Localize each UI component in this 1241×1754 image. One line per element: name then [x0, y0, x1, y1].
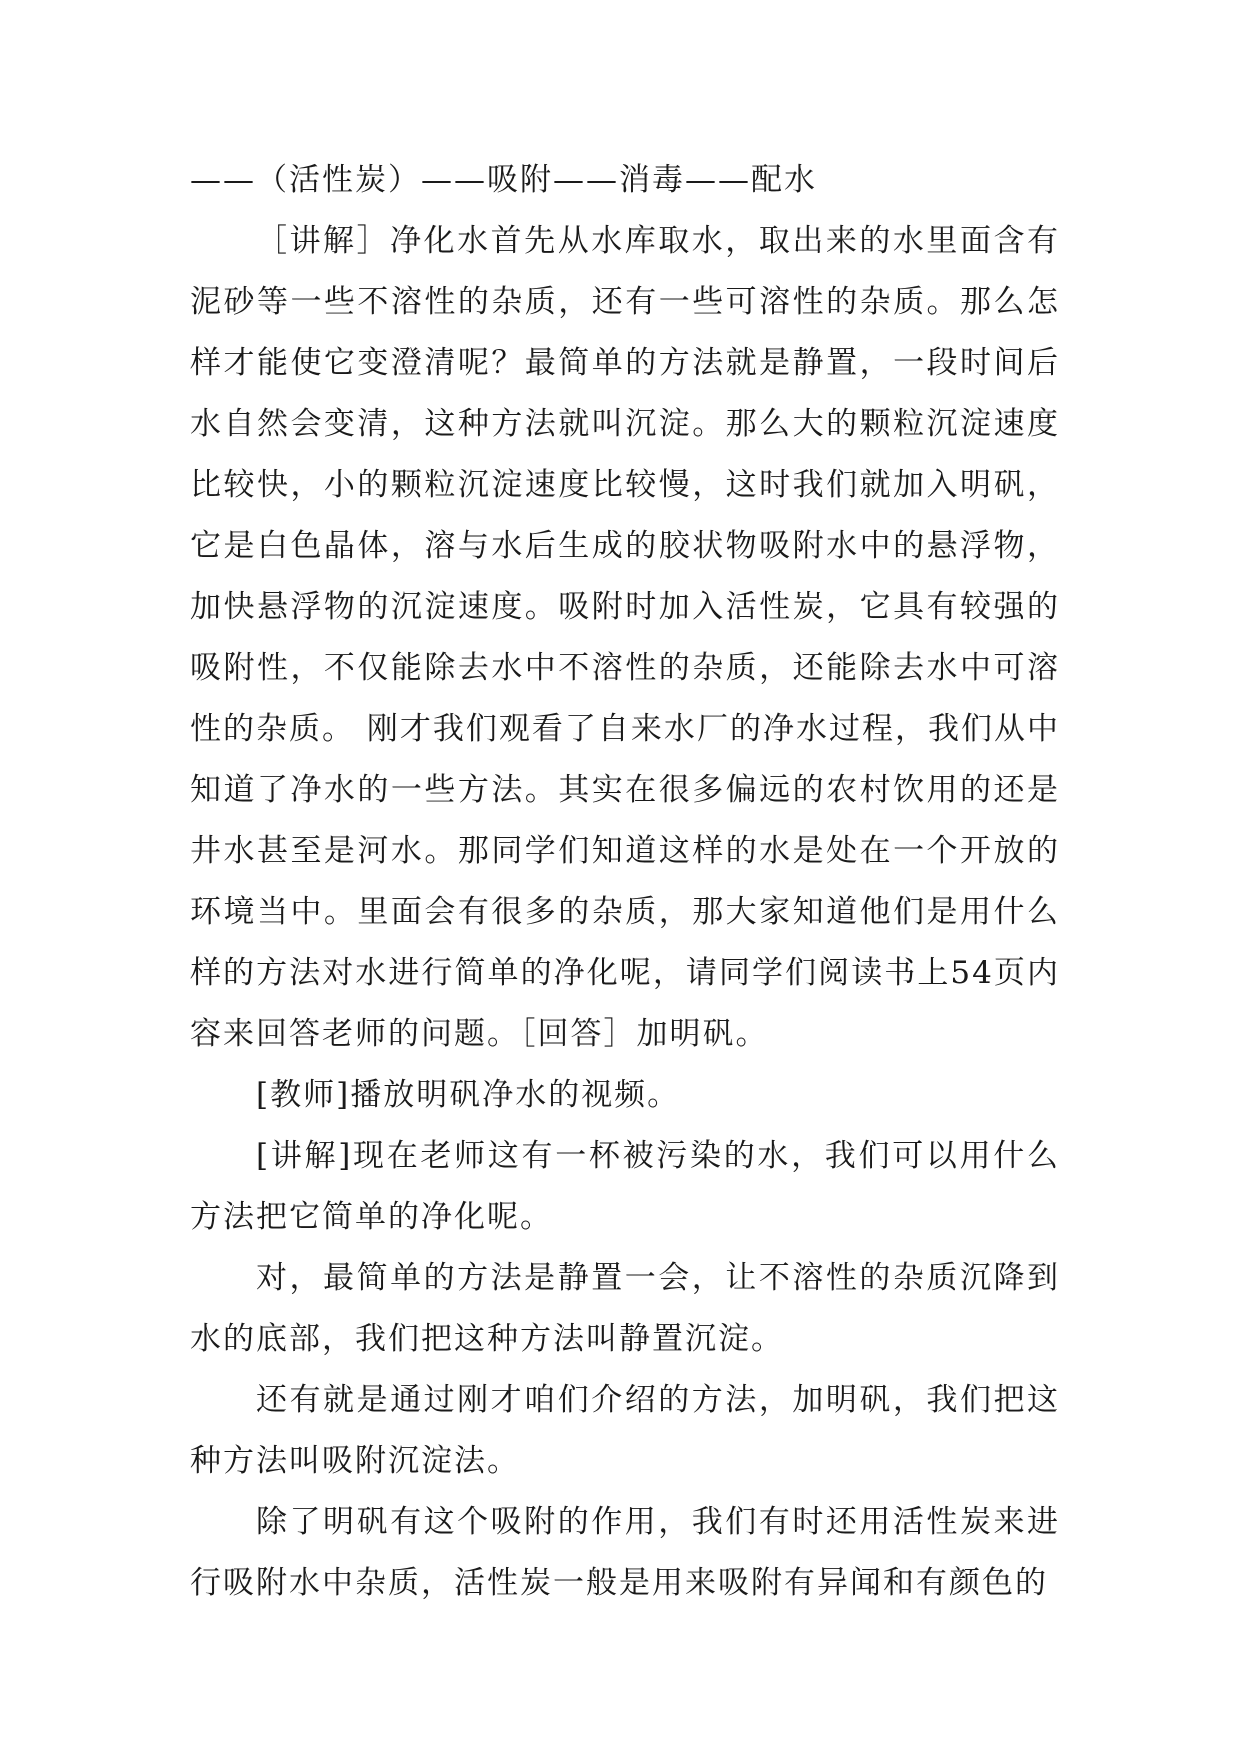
document-body [190, 150, 1060, 1614]
paragraph-teacher-video: [教师]播放明矾净水的视频。 [256, 1077, 681, 1113]
paragraph-explanation: ［讲解］净化水首先从水库取水，取出来的水里面含有泥砂等一些不溶性的杂质，还有一些可溶性的杂质。那么怎样才能使它变澄清呢？最简单的方法就是静置，一段时间后水自然会变清，这种方法就叫沉淀。那么大的颗粒沉淀速度比较快，小的颗粒沉淀速度比较慢，这时我们就加入明矾，它是白色晶体，溶与水后生成的胶状物吸附水中的悬浮物，加快悬浮物的沉淀速度。吸附时加入活性炭，它具有较强的吸附性，不仅能除去水中不溶性的杂质，还能除去水中可溶性的杂质。 刚才我们观看了自来水厂的净水过程，我们从中知道了净水的一些方法。其实在很多偏远的农村饮用的还是井水甚至是河水。那同学们知道这样的水是处在一个开放的环境当中。里面会有很多的杂质，那大家知道他们是用什么样的方法对水进行简单的净化呢，请同学们阅读书上54页内容来回答老师的问题。［回答］加明矾。 [190, 223, 1060, 1052]
paragraph-static-settling: 对，最简单的方法是静置一会，让不溶性的杂质沉降到水的底部，我们把这种方法叫静置沉淀。 [190, 1260, 1060, 1357]
paragraph-polluted-water: [讲解]现在老师这有一杯被污染的水，我们可以用什么方法把它简单的净化呢。 [190, 1138, 1060, 1235]
paragraph-adsorption-settling: 还有就是通过刚才咱们介绍的方法，加明矾，我们把这种方法叫吸附沉淀法。 [190, 1382, 1060, 1479]
paragraph-activated-carbon: 除了明矾有这个吸附的作用，我们有时还用活性炭来进行吸附水中杂质，活性炭一般是用来吸附有异闻和有颜色的 [190, 1504, 1060, 1601]
paragraph-process-chain: ——（活性炭）——吸附——消毒——配水 [190, 162, 817, 198]
